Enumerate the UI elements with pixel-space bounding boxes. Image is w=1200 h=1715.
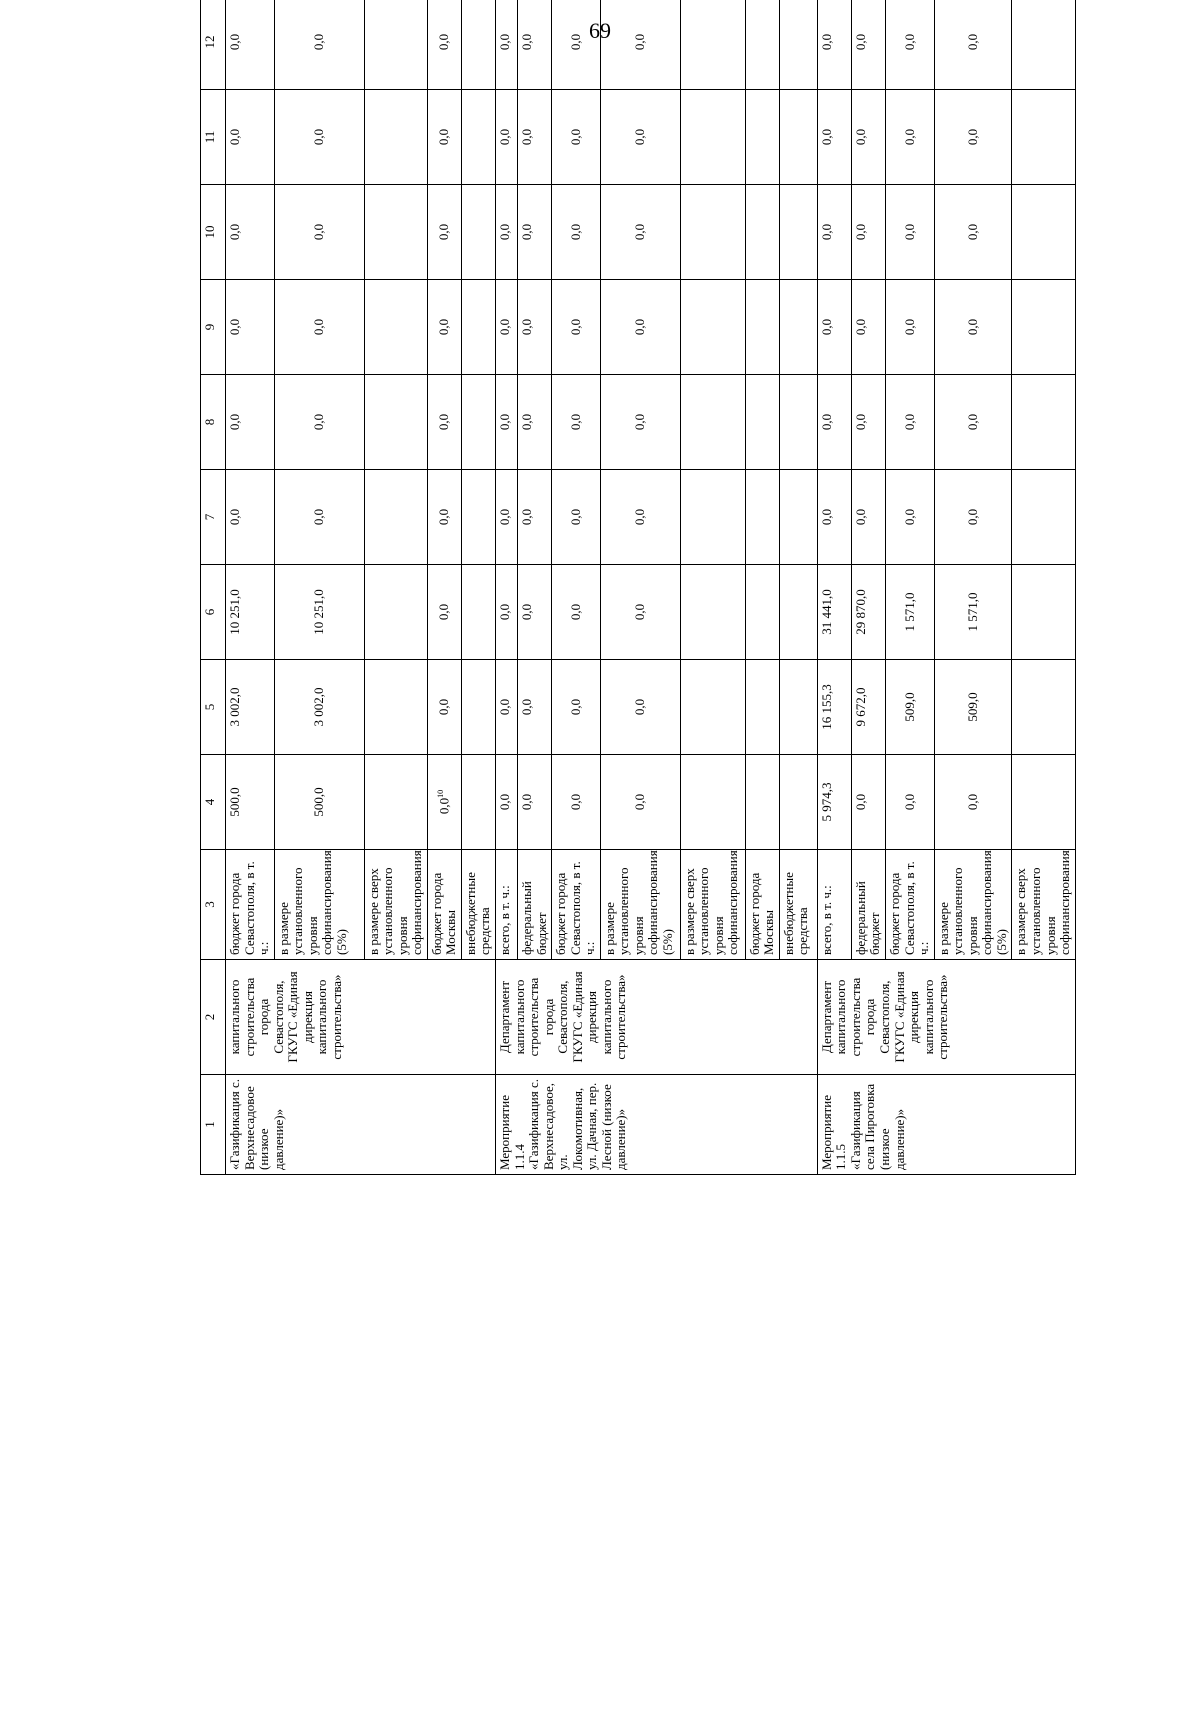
value-text: 0,0 [436,413,452,431]
value-text: 0,0 [227,318,242,336]
value-cell-col-12 [817,0,851,90]
value-cell-col-9 [934,280,1012,375]
value-cell-col-6 [680,565,745,660]
value-text: 0,0 [901,128,917,146]
value-cell-col-12 [427,0,461,90]
value-cell-col-7 [226,470,275,565]
funding-source-cell: в размере сверх установленного уровня софинансирования [680,850,745,960]
value-text: 0,0 [227,223,242,241]
value-text: 0,0 [310,318,326,336]
column-header-row [201,0,226,1175]
value-text: 0,0 [227,33,242,51]
executor-cell: Департамент капитального строительства города Севастополя, ГКУГС «Единая дирекция капитального строительства» [817,960,1075,1075]
value-text: 0,0 [436,223,452,241]
value-cell-col-12 [364,0,427,90]
value-cell-col-12 [934,0,1012,90]
value-cell-col-9 [779,280,817,375]
value-cell-col-6 [518,565,552,660]
value-cell-col-10 [680,185,745,280]
value-cell-col-9 [851,280,885,375]
value-cell-col-10 [886,185,935,280]
value-cell-col-12 [680,0,745,90]
value-text: 0,0 [567,698,583,716]
value-cell-col-11 [496,90,518,185]
value-text: 16 155,3 [818,684,834,730]
table-row [496,0,518,1175]
value-text: 0,0 [436,128,452,146]
value-cell-col-8 [518,375,552,470]
value-cell-col-11 [600,90,680,185]
value-text: 0,0 [567,793,583,811]
measure-name-cell: «Газификация с. Верхнесадовое (низкое давление)» [226,1075,496,1175]
value-text: 0,0 [519,603,535,621]
column-header-1: 1 [201,1075,226,1175]
value-cell-col-11 [680,90,745,185]
value-text: 0,0 [227,128,242,146]
funding-source-cell: бюджет города Севастополя, в т. ч.: [886,850,935,960]
value-cell-col-12 [226,0,275,90]
value-cell-col-7 [779,470,817,565]
value-text: 0,0 [631,318,647,336]
value-cell-col-4 [496,755,518,850]
value-cell-col-8 [274,375,364,470]
value-text: 0,0 [519,318,535,336]
value-cell-col-4 [364,755,427,850]
value-cell-col-10 [934,185,1012,280]
value-text: 29 870,0 [852,589,868,635]
executor-cell: Департамент капитального строительства города Севастополя, ГКУГС «Единая дирекция капитального строительства» [496,960,818,1075]
value-cell-col-4 [934,755,1012,850]
measure-name-cell: Мероприятие 1.1.5 «Газификация села Пироговка (низкое давление)» [817,1075,1075,1175]
value-cell-col-6 [364,565,427,660]
value-cell-col-5 [226,660,275,755]
value-cell-col-9 [552,280,601,375]
value-cell-col-5 [779,660,817,755]
value-cell-col-5 [518,660,552,755]
value-cell-col-7 [518,470,552,565]
value-cell-col-6 [427,565,461,660]
value-cell-col-10 [461,185,495,280]
value-text: 500,0 [227,787,242,817]
value-text: 0,0 [631,413,647,431]
column-header-10: 10 [201,185,226,280]
value-cell-col-5 [851,660,885,755]
funding-source-cell: в размере установленного уровня софинансирования (5%) [934,850,1012,960]
value-cell-col-8 [1012,375,1075,470]
value-cell-col-4 [1012,755,1075,850]
value-cell-col-9 [364,280,427,375]
value-text: 0,0 [497,793,513,811]
value-cell-col-12 [461,0,495,90]
value-cell-col-8 [779,375,817,470]
value-cell-col-4 [851,755,885,850]
value-cell-col-10 [427,185,461,280]
value-text: 0,0 [631,508,647,526]
value-cell-col-12 [886,0,935,90]
value-text: 31 441,0 [818,589,834,635]
value-text: 0,0 [964,33,980,51]
value-text: 0,0 [519,223,535,241]
funding-source-cell: федеральный бюджет [851,850,885,960]
value-cell-col-8 [496,375,518,470]
value-cell-col-7 [886,470,935,565]
value-cell-col-4 [680,755,745,850]
funding-source-cell: в размере установленного уровня софинансирования (5%) [600,850,680,960]
value-cell-col-7 [364,470,427,565]
value-cell-col-5 [934,660,1012,755]
value-text: 0,0 [227,508,242,526]
value-text: 0,0 [631,793,647,811]
value-cell-col-8 [745,375,779,470]
value-cell-col-6 [934,565,1012,660]
value-text: 0,0 [818,413,834,431]
value-text: 0,0 [852,318,868,336]
value-cell-col-5 [274,660,364,755]
value-cell-col-10 [496,185,518,280]
value-cell-col-10 [274,185,364,280]
column-header-9: 9 [201,280,226,375]
value-cell-col-8 [934,375,1012,470]
value-cell-col-5 [552,660,601,755]
value-text: 0,0 [436,318,452,336]
value-text: 0,0 [310,128,326,146]
value-cell-col-5 [461,660,495,755]
value-cell-col-5 [364,660,427,755]
value-cell-col-10 [226,185,275,280]
value-text: 0,0 [818,223,834,241]
value-cell-col-8 [552,375,601,470]
value-text: 10 251,0 [227,589,242,635]
value-text: 509,0 [964,692,980,722]
value-text: 0,0 [964,223,980,241]
value-cell-col-11 [851,90,885,185]
value-cell-col-6 [1012,565,1075,660]
value-cell-col-7 [1012,470,1075,565]
value-cell-col-4 [779,755,817,850]
funding-source-cell: внебюджетные средства [779,850,817,960]
value-text: 0,0 [901,413,917,431]
value-cell-col-11 [364,90,427,185]
column-header-7: 7 [201,470,226,565]
value-text: 0,0 [818,33,834,51]
funding-source-cell: бюджет города Москвы [427,850,461,960]
value-cell-col-10 [552,185,601,280]
column-header-4: 4 [201,755,226,850]
value-cell-col-7 [427,470,461,565]
value-text: 0,0 [901,223,917,241]
value-text: 0,0 [567,33,583,51]
funding-source-cell: бюджет города Севастополя, в т. ч.: [552,850,601,960]
value-text: 0,0 [567,508,583,526]
value-cell-col-9 [496,280,518,375]
value-cell-col-11 [274,90,364,185]
value-cell-col-6 [600,565,680,660]
value-text: 0,0 [497,508,513,526]
value-text: 0,0 [497,223,513,241]
value-cell-col-8 [680,375,745,470]
budget-table [200,0,1076,1175]
value-cell-col-8 [461,375,495,470]
value-text: 0,0 [818,508,834,526]
value-cell-col-11 [461,90,495,185]
value-text: 0,0 [436,698,452,716]
value-text: 0,0 [818,128,834,146]
value-text: 0,0 [310,223,326,241]
value-cell-col-11 [817,90,851,185]
value-text: 0,0 [436,508,452,526]
value-cell-col-12 [518,0,552,90]
value-cell-col-10 [1012,185,1075,280]
value-text: 0,0 [497,318,513,336]
value-cell-col-12 [600,0,680,90]
value-text: 0,0 [964,508,980,526]
value-cell-col-10 [518,185,552,280]
value-cell-col-5 [886,660,935,755]
value-text: 0,0 [436,797,452,815]
value-text: 0,0 [901,793,917,811]
column-header-11: 11 [201,90,226,185]
value-text: 0,0 [818,318,834,336]
value-cell-col-9 [427,280,461,375]
value-text: 0,0 [631,698,647,716]
value-cell-col-6 [461,565,495,660]
value-cell-col-7 [934,470,1012,565]
value-cell-col-4 [274,755,364,850]
value-text: 0,0 [631,223,647,241]
value-text: 0,0 [567,223,583,241]
value-cell-col-11 [552,90,601,185]
value-text: 1 571,0 [901,592,917,632]
value-text: 0,0 [519,128,535,146]
value-text: 0,0 [310,508,326,526]
value-text: 0,0 [964,413,980,431]
value-cell-col-5 [1012,660,1075,755]
funding-source-cell: внебюджетные средства [461,850,495,960]
value-cell-col-7 [461,470,495,565]
value-cell-col-8 [817,375,851,470]
value-text: 0,0 [497,33,513,51]
value-cell-col-8 [427,375,461,470]
page-number: 69 [589,18,611,43]
value-cell-col-9 [518,280,552,375]
value-cell-col-11 [745,90,779,185]
value-text: 0,0 [631,33,647,51]
value-cell-col-11 [226,90,275,185]
value-cell-col-11 [779,90,817,185]
value-text: 0,0 [852,128,868,146]
value-cell-col-7 [817,470,851,565]
value-text: 0,0 [631,603,647,621]
value-cell-col-8 [851,375,885,470]
value-cell-col-11 [518,90,552,185]
value-cell-col-10 [817,185,851,280]
column-header-6: 6 [201,565,226,660]
value-cell-col-4 [427,755,461,850]
value-text: 500,0 [310,787,326,817]
value-cell-col-9 [745,280,779,375]
value-text: 0,0 [901,318,917,336]
funding-source-cell: в размере сверх установленного уровня софинансирования [364,850,427,960]
value-cell-col-7 [745,470,779,565]
value-cell-col-7 [680,470,745,565]
value-text: 0,0 [901,508,917,526]
value-cell-col-9 [680,280,745,375]
funding-source-cell: всего, в т. ч.: [817,850,851,960]
value-text: 0,0 [310,413,326,431]
measure-name-cell: Мероприятие 1.1.4 «Газификация с. Верхнесадовое, ул. Локомотивная, ул. Дачная, пер. Лесной (низкое давление)» [496,1075,818,1175]
column-header-3: 3 [201,850,226,960]
value-cell-col-9 [817,280,851,375]
value-text: 0,0 [497,698,513,716]
value-text: 0,0 [852,413,868,431]
value-cell-col-9 [274,280,364,375]
column-header-8: 8 [201,375,226,470]
value-text: 0,0 [436,33,452,51]
value-cell-col-11 [427,90,461,185]
column-header-2: 2 [201,960,226,1075]
value-cell-col-6 [552,565,601,660]
value-cell-col-5 [496,660,518,755]
value-cell-col-12 [779,0,817,90]
funding-source-cell: всего, в т. ч.: [496,850,518,960]
value-cell-col-12 [496,0,518,90]
value-text: 0,0 [852,508,868,526]
value-cell-col-5 [680,660,745,755]
value-cell-col-11 [1012,90,1075,185]
value-cell-col-4 [817,755,851,850]
value-text: 0,0 [310,33,326,51]
value-cell-col-5 [600,660,680,755]
value-cell-col-8 [600,375,680,470]
value-text: 0,0 [497,603,513,621]
value-cell-col-7 [496,470,518,565]
value-text: 0,0 [567,318,583,336]
value-cell-col-4 [552,755,601,850]
value-text: 509,0 [901,692,917,722]
value-text: 0,0 [964,793,980,811]
value-cell-col-8 [226,375,275,470]
value-cell-col-8 [886,375,935,470]
value-cell-col-5 [427,660,461,755]
value-cell-col-6 [851,565,885,660]
executor-cell: капитального строительства города Севастополя, ГКУГС «Единая дирекция капитального строительства» [226,960,496,1075]
column-header-5: 5 [201,660,226,755]
value-cell-col-7 [600,470,680,565]
value-cell-col-6 [274,565,364,660]
value-cell-col-6 [226,565,275,660]
funding-source-cell: федеральный бюджет [518,850,552,960]
value-cell-col-9 [886,280,935,375]
value-cell-col-10 [779,185,817,280]
value-cell-col-6 [886,565,935,660]
value-cell-col-6 [817,565,851,660]
value-text: 0,0 [852,223,868,241]
value-text: 0,0 [567,128,583,146]
value-cell-col-5 [817,660,851,755]
footnote-marker: 10 [435,789,445,798]
value-text: 0,0 [497,413,513,431]
value-cell-col-10 [745,185,779,280]
value-cell-col-4 [518,755,552,850]
value-text: 0,0 [631,128,647,146]
funding-source-cell: бюджет города Москвы [745,850,779,960]
funding-source-cell: в размере установленного уровня софинансирования (5%) [274,850,364,960]
value-cell-col-4 [886,755,935,850]
value-cell-col-4 [461,755,495,850]
value-text: 0,0 [519,793,535,811]
value-text: 0,0 [497,128,513,146]
value-text: 0,0 [964,128,980,146]
value-cell-col-4 [600,755,680,850]
table-row [226,0,275,1175]
value-cell-col-7 [274,470,364,565]
funding-source-cell: в размере сверх установленного уровня софинансирования [1012,850,1075,960]
rotated-table-container [200,0,1200,1175]
value-cell-col-7 [552,470,601,565]
value-text: 0,0 [436,603,452,621]
value-text: 1 571,0 [964,592,980,632]
value-text: 3 002,0 [310,687,326,727]
value-text: 0,0 [519,33,535,51]
value-text: 0,0 [519,413,535,431]
value-text: 0,0 [964,318,980,336]
value-cell-col-9 [226,280,275,375]
value-cell-col-10 [600,185,680,280]
value-text: 0,0 [852,793,868,811]
value-cell-col-4 [226,755,275,850]
value-text: 0,0 [519,508,535,526]
value-text: 0,0 [901,33,917,51]
value-text: 0,0 [567,413,583,431]
value-cell-col-9 [1012,280,1075,375]
value-cell-col-9 [600,280,680,375]
value-text: 10 251,0 [310,589,326,635]
value-cell-col-11 [934,90,1012,185]
column-header-12: 12 [201,0,226,90]
value-text: 0,0 [852,33,868,51]
value-text: 3 002,0 [227,687,242,727]
value-cell-col-6 [496,565,518,660]
value-cell-col-11 [886,90,935,185]
value-cell-col-10 [364,185,427,280]
value-cell-col-5 [745,660,779,755]
value-cell-col-10 [851,185,885,280]
value-text: 0,0 [227,413,242,431]
value-cell-col-12 [851,0,885,90]
value-cell-col-12 [745,0,779,90]
value-cell-col-12 [1012,0,1075,90]
table-row [817,0,851,1175]
value-text: 0,0 [567,603,583,621]
value-cell-col-6 [779,565,817,660]
value-cell-col-4 [745,755,779,850]
value-cell-col-8 [364,375,427,470]
funding-source-cell: бюджет города Севастополя, в т. ч.: [226,850,275,960]
value-cell-col-12 [552,0,601,90]
value-text: 5 974,3 [818,782,834,822]
value-text: 0,0 [519,698,535,716]
value-text: 9 672,0 [852,687,868,727]
value-cell-col-12 [274,0,364,90]
value-cell-col-6 [745,565,779,660]
value-cell-col-9 [461,280,495,375]
value-cell-col-7 [851,470,885,565]
